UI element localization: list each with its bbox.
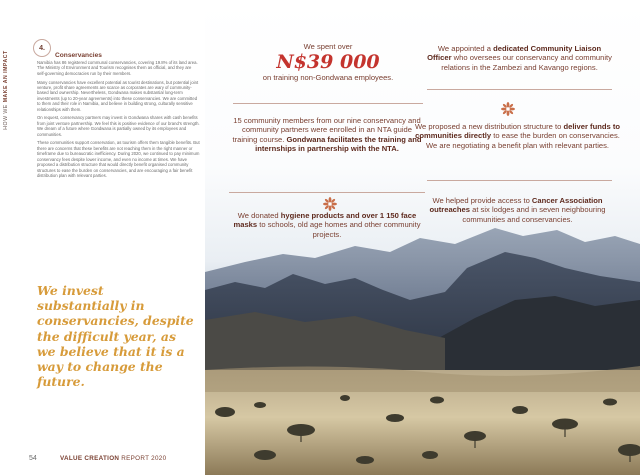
divider xyxy=(427,89,612,90)
landscape-photo xyxy=(205,0,640,475)
page-number: 54 xyxy=(29,455,37,462)
stat-line: on training non-Gondwana employees. xyxy=(262,73,394,83)
divider xyxy=(229,192,425,193)
paragraph: These communities support conservation, as tourism offers them tangible benefits. But there are concerns that these benefits are not reaching them in the right manner or timeframe due to bureaucratic inefficiency. During 2020, we continued to pay minimum conservancy fees despite lower income, and even no income at times. We have proposed a distribution structure that would directly benefit organised community structures to ease the burden on conservancies, and are encouraging a fair benefit distribution plan with relevant parties. xyxy=(37,140,200,179)
stat-donations: We donated hygiene products and over 1 150 face masks to schools, old age homes and other community projects. xyxy=(233,211,421,239)
stat-cancer-outreach: We helped provide access to Cancer Association outreaches at six lodges and in seven neighbouring communities and conservancies. xyxy=(429,196,606,224)
stat-guide-training: 15 community members from our nine conservancy and community partners were enrolled in an NTA guide training course. Gondwana facilitates the training and internships in partnership with the NTA. xyxy=(232,116,422,154)
flower-icon xyxy=(501,102,515,116)
stat-training-spend xyxy=(233,42,423,83)
stat-figure: N$39 000 xyxy=(276,51,380,74)
paragraph: On request, conservancy partners may invest in Gondwana shares with cash benefits from joint venture partnership. We feel this is positive evidence of our brand’s strength. We dream of a future where Gondwana is partially owned by its employees and communities. xyxy=(37,115,200,137)
divider xyxy=(427,180,612,181)
section-title: Conservancies xyxy=(55,52,102,59)
paragraph: Namibia has 86 registered communal conservancies, covering 19.8% of its land area. The Ministry of Environment and Tourism recognises them as official, and they are self-governing democracies run by their members. xyxy=(37,60,198,76)
footer-title: VALUE CREATION REPORT 2020 xyxy=(60,455,167,462)
pull-quote: We invest substantially in conservancies, despite the difficult year, as we believe that it is a way to change the future. xyxy=(37,283,194,390)
divider xyxy=(233,103,423,104)
stat-distribution-structure: We proposed a new distribution structure to deliver funds to communities directly to ease the burden on conservancies. We are negotiating a benefit plan with relevant parties. xyxy=(415,122,620,150)
stat-liaison-officer: We appointed a dedicated Community Liaison Officer who oversees our conservancy and community relations in the Zambezi and Kavango regions. xyxy=(427,44,612,72)
section-number-badge: 4. xyxy=(33,39,51,57)
stat-line: We spent over xyxy=(303,42,353,51)
body-text xyxy=(37,60,200,182)
paragraph: Many conservancies have excellent potential as tourist destinations, but potential joint venture, profit share agreements are scarce as corporates are wary of community-based land ownership. Nevertheless, Gondwana makes substantial long-term investments (up to 20-year agreements) into these conservancies. We are committed to them and their role in Namibia, and believe in building strong, culturally sensitive relationships with them. xyxy=(37,79,199,112)
flower-icon xyxy=(323,197,337,211)
side-section-label: HOW WE MAKE AN IMPACT xyxy=(3,50,9,130)
